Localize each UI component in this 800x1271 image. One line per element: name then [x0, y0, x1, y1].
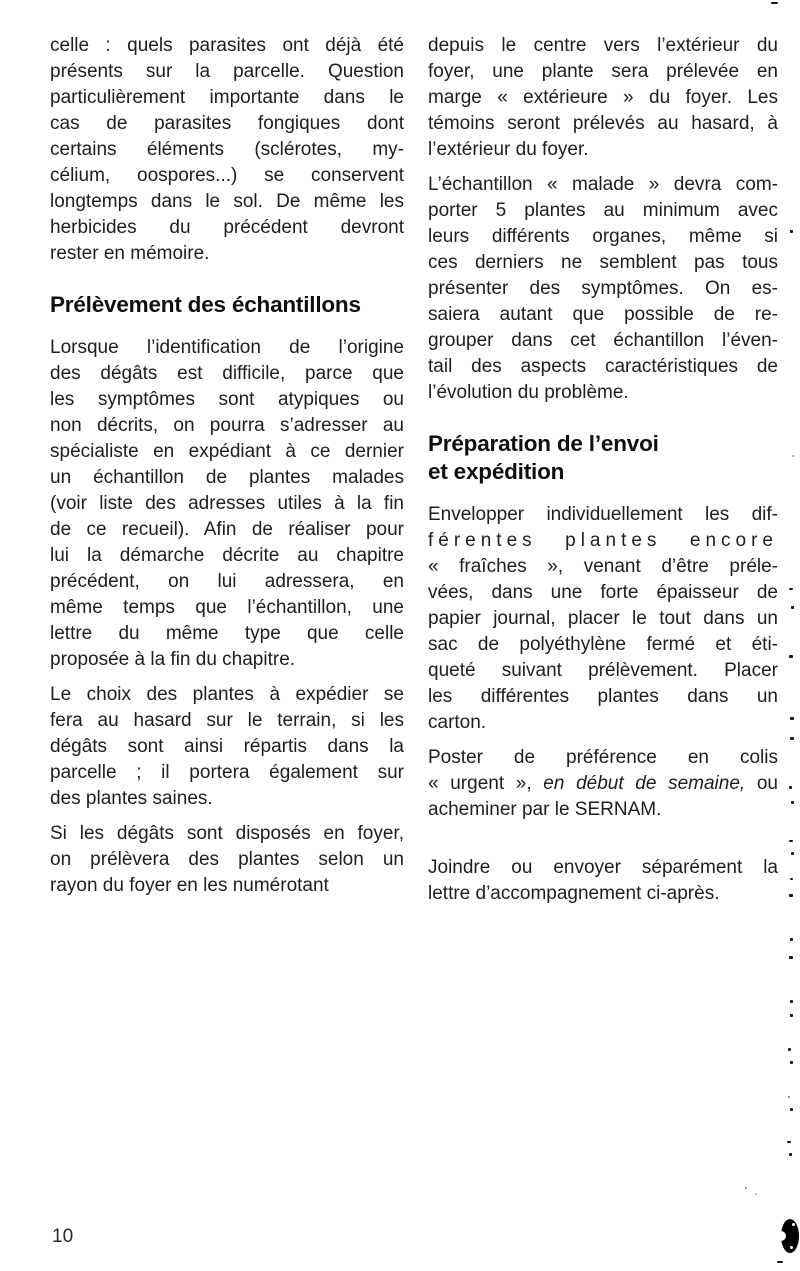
margin-mark — [790, 717, 794, 720]
margin-mark — [791, 852, 794, 855]
text-line: marge « extérieure » du foyer. Les — [428, 87, 778, 108]
text-line: les symptômes sont atypiques ou — [50, 389, 404, 410]
text-line: grouper dans cet échantillon l’éven- — [428, 330, 778, 351]
paragraph — [428, 502, 778, 736]
text-line: Si les dégâts sont disposés en foyer, — [50, 823, 404, 844]
text-line: de ce recueil). Afin de réaliser pour — [50, 519, 404, 540]
text-line: présenter des symptômes. On es- — [428, 278, 778, 299]
text-line: même temps que l’échantillon, une — [50, 597, 404, 618]
margin-mark — [788, 1048, 791, 1051]
text-line: herbicides du précédent devront — [50, 217, 404, 238]
margin-mark — [771, 2, 778, 4]
margin-mark — [790, 1014, 793, 1017]
text-line: Joindre ou envoyer séparément la — [428, 857, 778, 878]
text-line: (voir liste des adresses utiles à la fin — [50, 493, 404, 514]
text-line: l’évolution du problème. — [428, 382, 629, 403]
text-line: saiera autant que possible de re- — [428, 304, 778, 325]
text-line: proposée à la fin du chapitre. — [50, 649, 296, 670]
text-line: les différentes plantes dans un — [428, 686, 778, 707]
text-line: celle : quels parasites ont déjà été — [50, 35, 404, 56]
text-line: leurs différents organes, même si — [428, 226, 778, 247]
margin-mark — [791, 801, 794, 804]
ink-blot-notch — [776, 1231, 786, 1241]
text-line: papier journal, placer le tout dans un — [428, 608, 778, 629]
text-line: présents sur la parcelle. Question — [50, 61, 404, 82]
text-line: certains éléments (sclérotes, my- — [50, 139, 404, 160]
text-line: Envelopper individuellement les dif- — [428, 504, 778, 525]
left-column — [50, 33, 404, 899]
text-line: non décrits, on pourra s’adresser au — [50, 415, 404, 436]
paragraph — [428, 855, 778, 907]
text-line: l’extérieur du foyer. — [428, 139, 589, 160]
text-line: tail des aspects caractéristiques de — [428, 356, 778, 377]
margin-mark — [789, 655, 793, 658]
margin-mark — [790, 230, 793, 233]
ink-blot-speck — [792, 1223, 795, 1226]
paragraph — [50, 821, 404, 899]
text-line: cas de parasites fongiques dont — [50, 113, 404, 134]
margin-mark — [790, 1061, 793, 1064]
margin-mark — [787, 1141, 791, 1143]
margin-mark — [745, 1187, 747, 1189]
heading-line: Prélèvement des échantillons — [50, 292, 361, 317]
text-line: sac de polyéthylène fermé et éti- — [428, 634, 778, 655]
ink-blot-speck — [790, 1246, 793, 1249]
text-line: vées, dans une forte épaisseur de — [428, 582, 778, 603]
margin-mark — [789, 840, 793, 842]
text-line: dégâts sont ainsi répartis dans la — [50, 736, 404, 757]
text-line: acheminer par le SERNAM. — [428, 799, 662, 820]
text-line: fera au hasard sur le terrain, si les — [50, 710, 404, 731]
margin-mark — [755, 1193, 757, 1195]
text-line: des dégâts est difficile, parce que — [50, 363, 404, 384]
text-line: Le choix des plantes à expédier se — [50, 684, 404, 705]
section-heading — [50, 291, 404, 319]
margin-mark — [790, 1108, 793, 1111]
text-line: célium, oospores...) se conservent — [50, 165, 404, 186]
margin-mark — [791, 606, 794, 609]
paragraph — [428, 172, 778, 406]
text-line: férentes plantes encore — [428, 530, 778, 551]
text-line: rester en mémoire. — [50, 243, 210, 264]
paragraph — [50, 335, 404, 673]
margin-mark — [790, 1000, 793, 1003]
margin-mark — [789, 1153, 792, 1156]
section-heading — [428, 430, 778, 486]
margin-mark — [792, 455, 794, 457]
text-line: rayon du foyer en les numérotant — [50, 875, 329, 896]
text-line: carton. — [428, 712, 487, 733]
text-line: foyer, une plante sera prélevée en — [428, 61, 778, 82]
text-line: depuis le centre vers l’extérieur du — [428, 35, 778, 56]
text-line: porter 5 plantes au minimum avec — [428, 200, 778, 221]
margin-mark — [790, 737, 794, 740]
margin-mark — [790, 878, 793, 880]
margin-mark — [790, 938, 793, 941]
text-line: témoins seront prélevés au hasard, à — [428, 113, 778, 134]
margin-mark — [789, 588, 793, 590]
text-line: parcelle ; il portera également sur — [50, 762, 404, 783]
paragraph — [50, 33, 404, 267]
text-line: L’échantillon « malade » devra com- — [428, 174, 778, 195]
heading-line: et expédition — [428, 459, 565, 484]
text-line: Lorsque l’identification de l’origine — [50, 337, 404, 358]
text-line: « fraîches », venant d’être préle- — [428, 556, 778, 577]
ink-blot — [781, 1219, 799, 1253]
text-line: précédent, on lui adressera, en — [50, 571, 404, 592]
text-line: lui la démarche décrite au chapitre — [50, 545, 404, 566]
text-line: ces derniers ne semblent pas tous — [428, 252, 778, 273]
margin-mark — [777, 1261, 783, 1263]
right-column — [428, 33, 778, 907]
margin-mark — [788, 1096, 790, 1098]
text-line: Poster de préférence en colis — [428, 747, 778, 768]
text-line: spécialiste en expédiant à ce dernier — [50, 441, 404, 462]
paragraph — [428, 33, 778, 163]
text-line: lettre du même type que celle — [50, 623, 404, 644]
text-line: des plantes saines. — [50, 788, 213, 809]
text-line: « urgent », en début de semaine, ou — [428, 773, 778, 794]
text-line: particulièrement importante dans le — [50, 87, 404, 108]
paragraph — [428, 745, 778, 823]
margin-mark — [789, 894, 793, 897]
text-line: longtemps dans le sol. De même les — [50, 191, 404, 212]
paragraph — [50, 682, 404, 812]
margin-mark — [789, 786, 792, 789]
heading-line: Préparation de l’envoi — [428, 431, 659, 456]
text-line: on prélèvera des plantes selon un — [50, 849, 404, 870]
margin-mark — [789, 956, 793, 959]
text-line: lettre d’accompagnement ci-après. — [428, 883, 720, 904]
page-number: 10 — [52, 1226, 74, 1247]
text-line: queté suivant prélèvement. Placer — [428, 660, 778, 681]
text-line: un échantillon de plantes malades — [50, 467, 404, 488]
